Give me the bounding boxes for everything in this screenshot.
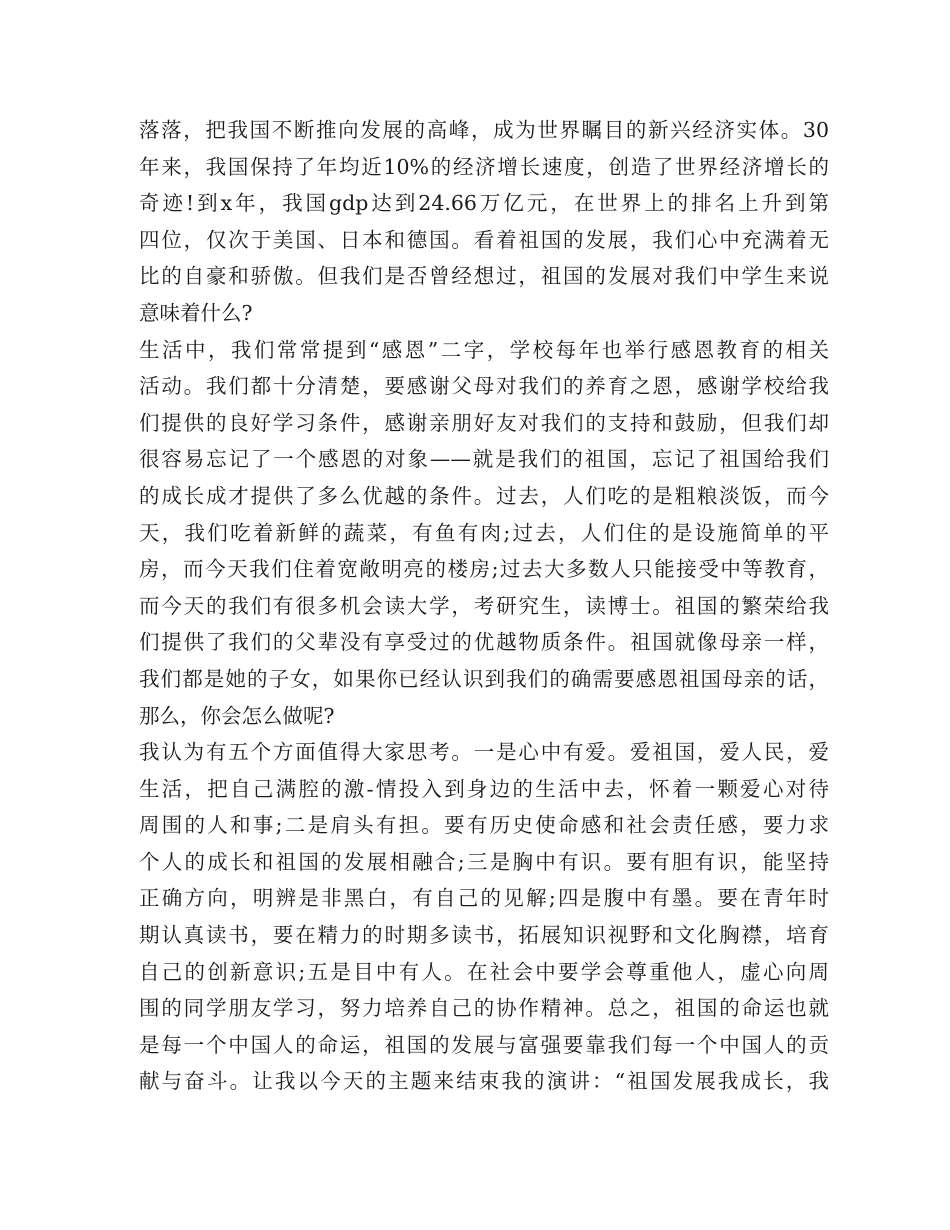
text-line: 很容易忘记了一个感恩的对象——就是我们的祖国，忘记了祖国给我们 — [139, 447, 829, 472]
text-line: 期认真读书，要在精力的时期多读书，拓展知识视野和文化胸襟，培育 — [139, 923, 829, 948]
text-line: 正确方向，明辨是非黑白，有自己的见解;四是腹中有墨。要在青年时 — [139, 886, 829, 911]
text-line: 四位，仅次于美国、日本和德国。看着祖国的发展，我们心中充满着无 — [139, 227, 829, 252]
text-line: 周围的人和事;二是肩头有担。要有历史使命感和社会责任感，要力求 — [139, 813, 829, 838]
text-line: 们提供的良好学习条件，感谢亲朋好友对我们的支持和鼓励，但我们却 — [139, 410, 829, 435]
text-line: 而今天的我们有很多机会读大学，考研究生，读博士。祖国的繁荣给我 — [139, 593, 829, 618]
text-line: 是每一个中国人的命运，祖国的发展与富强要靠我们每一个中国人的贡 — [139, 1032, 829, 1057]
text-line: 落落，把我国不断推向发展的高峰，成为世界瞩目的新兴经济实体。30 — [139, 118, 829, 142]
text-line: 年来，我国保持了年均近10%的经济增长速度，创造了世界经济增长的 — [139, 154, 829, 179]
text-line: 的成长成才提供了多么优越的条件。过去，人们吃的是粗粮淡饭，而今 — [139, 483, 829, 508]
text-line: 围的同学朋友学习，努力培养自己的协作精神。总之，祖国的命运也就 — [139, 996, 829, 1021]
text-line: 献与奋斗。让我以今天的主题来结束我的演讲：“祖国发展我成长，我 — [139, 1069, 829, 1094]
text-line: 天，我们吃着新鲜的蔬菜，有鱼有肉;过去，人们住的是设施简单的平 — [139, 520, 829, 545]
text-line: 生活中，我们常常提到“感恩”二字，学校每年也举行感恩教育的相关 — [139, 337, 829, 362]
body-text — [139, 112, 829, 1100]
text-line: 房，而今天我们住着宽敞明亮的楼房;过去大多数人只能接受中等教育， — [139, 557, 829, 582]
text-line: 奇迹!到x年，我国gdp达到24.66万亿元，在世界上的排名上升到第 — [139, 191, 829, 216]
text-line: 那么，你会怎么做呢? — [139, 703, 335, 728]
text-line: 们提供了我们的父辈没有享受过的优越物质条件。祖国就像母亲一样， — [139, 630, 829, 655]
text-line: 活动。我们都十分清楚，要感谢父母对我们的养育之恩，感谢学校给我 — [139, 374, 829, 399]
text-line: 比的自豪和骄傲。但我们是否曾经想过，祖国的发展对我们中学生来说 — [139, 264, 829, 289]
text-line: 我们都是她的子女，如果你已经认识到我们的确需要感恩祖国母亲的话， — [139, 666, 829, 691]
text-line: 自己的创新意识;五是目中有人。在社会中要学会尊重他人，虚心向周 — [139, 959, 829, 984]
text-line: 个人的成长和祖国的发展相融合;三是胸中有识。要有胆有识，能坚持 — [139, 849, 829, 874]
text-line: 我认为有五个方面值得大家思考。一是心中有爱。爱祖国，爱人民，爱 — [139, 740, 829, 765]
text-line: 生活，把自己满腔的激-情投入到身边的生活中去，怀着一颗爱心对待 — [139, 776, 829, 801]
text-line: 意味着什么? — [139, 300, 253, 325]
